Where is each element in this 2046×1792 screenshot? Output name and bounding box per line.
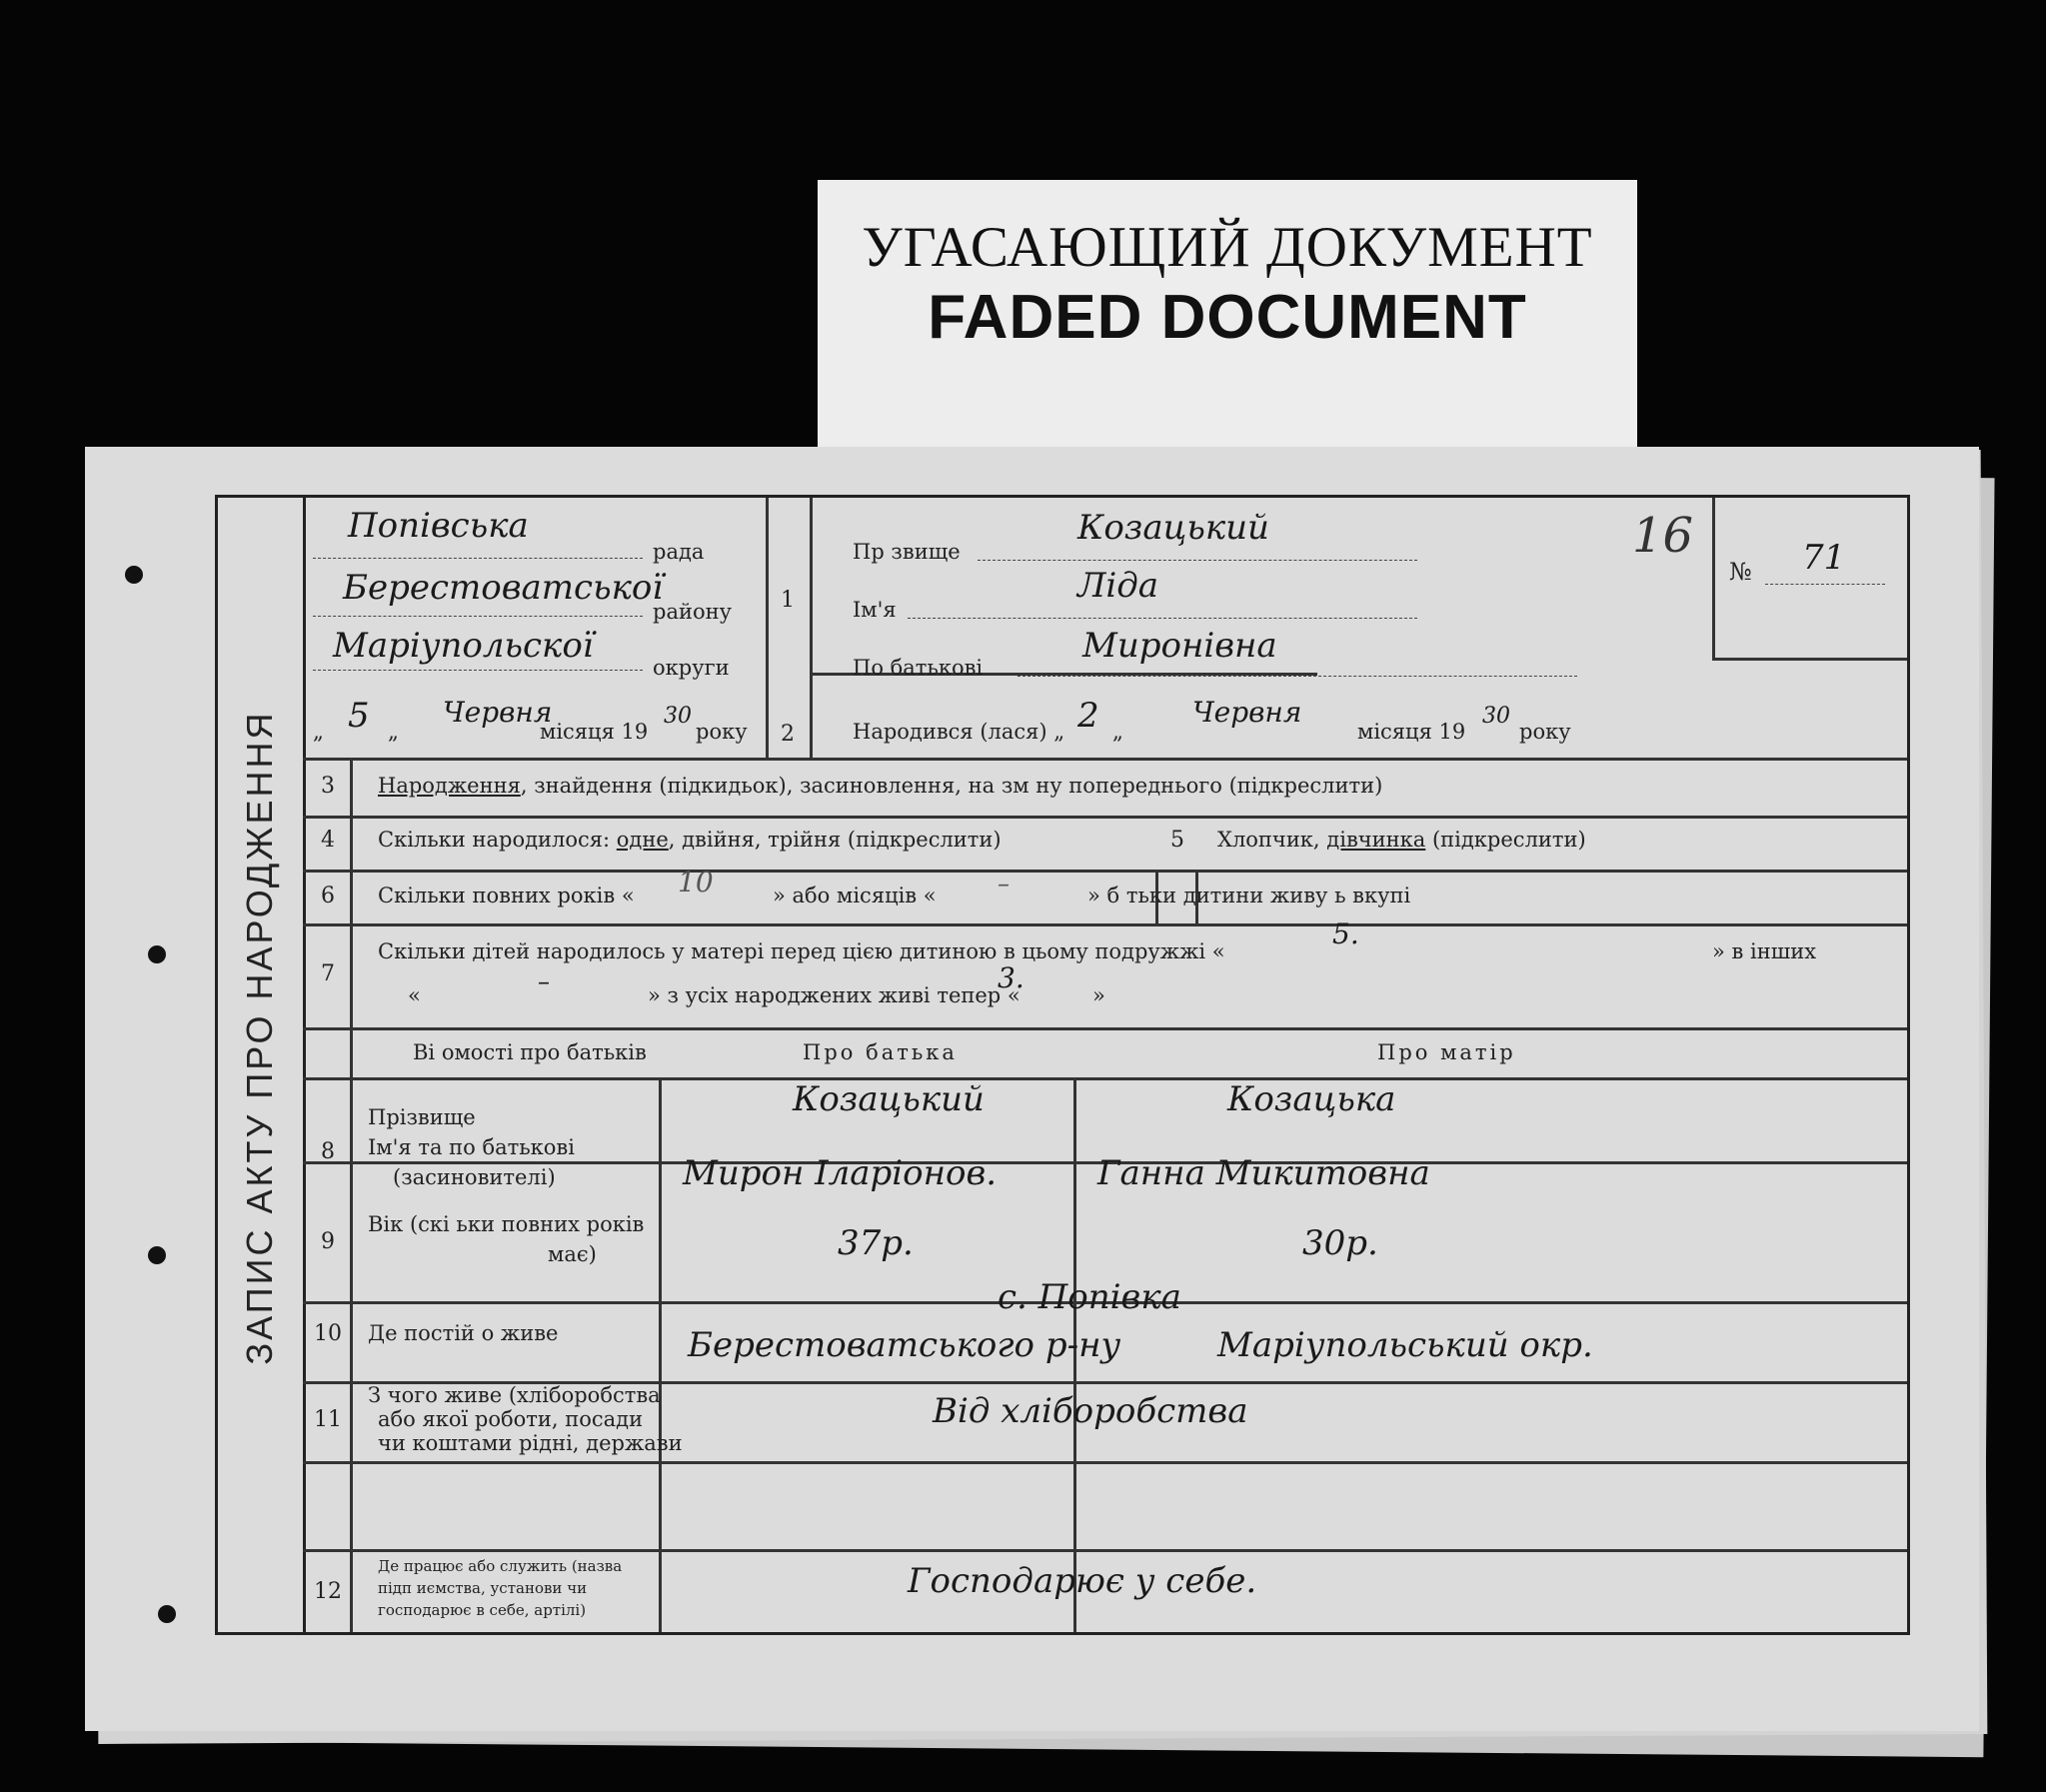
faded-document-label (818, 180, 1637, 450)
date-quote: „ (388, 720, 399, 744)
grid-line (303, 1461, 1907, 1464)
birth-day: 2 (1077, 696, 1099, 736)
registration-year: 30 (664, 704, 692, 729)
parents-together-b: » або місяців « (773, 884, 937, 907)
residence-okruha: Маріупольський окр. (1217, 1325, 1593, 1365)
grid-line (303, 758, 1907, 761)
mother-surname: Козацька (1227, 1079, 1396, 1119)
birth-record-form (215, 495, 1910, 1635)
children-before-line2c: » (1092, 983, 1105, 1007)
name-value: Ліда (1077, 566, 1159, 606)
birth-type-selected: Народження (378, 774, 521, 798)
punch-hole (158, 1605, 176, 1623)
born-label: Народився (лася) „ (853, 720, 1065, 744)
okruha-label: округи (653, 656, 730, 680)
row-number: 6 (321, 884, 335, 908)
grid-line (350, 758, 353, 1632)
birth-type-text (378, 774, 1382, 798)
fill-line (978, 560, 1417, 561)
row-number: 5 (1170, 828, 1184, 853)
row-number: 8 (321, 1139, 335, 1164)
children-before-line2a: « (408, 983, 421, 1007)
year-label: року (1519, 720, 1571, 744)
sex-text: Хлопчик, дівчинка (підкреслити) (1217, 828, 1586, 852)
surname-label: Пр звище (853, 540, 961, 564)
children-born-selected: одне (616, 828, 669, 852)
label-title-en: FADED DOCUMENT (928, 283, 1527, 352)
years-together-value: 10 (678, 866, 714, 898)
row-number: 12 (314, 1579, 342, 1604)
row12-label-1: Де працює або служить (назва (378, 1557, 623, 1575)
grid-line (303, 870, 1907, 873)
grid-line (766, 498, 769, 758)
workplace-value: Господарює у себе. (908, 1561, 1257, 1601)
row8-label-name: Ім'я та по батькові (368, 1135, 575, 1159)
father-surname: Козацький (793, 1079, 985, 1119)
parents-together-a: Скільки повних років « (378, 884, 635, 907)
registration-month: Червня (443, 696, 553, 729)
record-stamp: 16 (1632, 508, 1694, 564)
row9-label-age: Вік (скі ьки повних років (368, 1212, 645, 1236)
residence-village: с. Попівка (998, 1277, 1181, 1317)
fill-line (313, 616, 643, 617)
row-number: 2 (781, 722, 795, 747)
birth-record-sheet (85, 447, 1979, 1731)
children-before-line1: Скільки дітей народилось у матері перед цією дитиною в цьому подружжі « (378, 939, 1225, 963)
punch-hole (148, 1246, 166, 1264)
row-number: 10 (314, 1321, 342, 1346)
children-other-marriages-value: – (538, 967, 550, 995)
sex-selected: дівчинка (1326, 828, 1426, 852)
grid-line (303, 1027, 1907, 1030)
form-side-title: ЗАПИС АКТУ ПРО НАРОДЖЕННЯ (239, 710, 280, 1365)
row-number: 11 (314, 1407, 342, 1432)
row12-label-2: підп иємства, установи чи (378, 1579, 588, 1597)
grid-line (659, 1077, 662, 1632)
okruha-value: Маріупольскої (333, 626, 594, 666)
rayon-label: району (653, 600, 732, 624)
fill-line (313, 670, 643, 671)
label-title-ru: УГАСАЮЩИЙ ДОКУМЕНТ (862, 216, 1593, 279)
row8-label-surname: Прізвище (368, 1105, 476, 1129)
fill-line (908, 618, 1417, 619)
grid-line (1712, 498, 1715, 658)
fill-line (313, 558, 643, 559)
parents-together-c: » б тьки дитини живу ь вкупі (1087, 884, 1411, 907)
year-label: року (696, 720, 748, 744)
parents-info-header: Ві омості про батьків (413, 1040, 647, 1064)
row10-label: Де постій о живе (368, 1321, 559, 1345)
row-number: 4 (321, 828, 335, 853)
row11-label-1: З чого живе (хліборобства (368, 1383, 661, 1407)
grid-line (303, 923, 1907, 926)
birth-year: 30 (1482, 704, 1510, 729)
birth-type-options: , знайдення (підкидьок), засиновлення, на зм ну попереднього (підкреслити) (520, 774, 1383, 798)
record-number-value: 71 (1802, 538, 1846, 578)
livelihood-value: Від хліборобства (933, 1391, 1248, 1431)
patronymic-label: По батькові (853, 656, 984, 680)
rada-value: Попівська (348, 506, 529, 546)
row-number: 9 (321, 1229, 335, 1254)
row9-label-has: має) (548, 1242, 597, 1266)
birth-month: Червня (1192, 696, 1302, 729)
father-name: Мирон Іларіонов. (683, 1153, 998, 1193)
fill-line (1765, 584, 1885, 585)
grid-line (1712, 658, 1907, 661)
registration-day: 5 (348, 696, 370, 736)
residence-district: Берестоватського р-ну (688, 1325, 1121, 1365)
row12-label-3: господарює в себе, артілі) (378, 1601, 587, 1619)
months-together-value: – (998, 870, 1010, 897)
children-born-text: Скільки народилося: одне, двійня, трійня (підкреслити) (378, 828, 1002, 852)
rayon-value: Берестоватської (343, 568, 664, 608)
row11-label-3: чи коштами рідні, держави (378, 1431, 683, 1455)
grid-line (303, 816, 1907, 819)
date-quote: „ (313, 720, 324, 744)
name-label: Ім'я (853, 598, 897, 622)
mother-header: Про матір (1377, 1040, 1516, 1064)
children-living-value: 3. (998, 961, 1024, 994)
mother-name: Ганна Микитовна (1097, 1153, 1430, 1193)
record-number-label: № (1729, 558, 1752, 586)
punch-hole (148, 945, 166, 963)
children-this-marriage-value: 5. (1332, 917, 1359, 950)
month-label: місяця 19 (1357, 720, 1466, 744)
row-number: 3 (321, 774, 335, 799)
children-before-line1-end: » в інших (1712, 939, 1817, 963)
date-quote: „ (1112, 720, 1123, 744)
month-label: місяця 19 (540, 720, 649, 744)
row-number: 1 (781, 588, 795, 613)
grid-line (303, 1077, 1907, 1080)
grid-line (810, 498, 813, 758)
father-header: Про батька (803, 1040, 958, 1064)
rada-label: рада (653, 540, 705, 564)
punch-hole (125, 566, 143, 584)
patronymic-value: Миронівна (1082, 626, 1277, 666)
row8-label-adoptive: (засиновителі) (393, 1165, 556, 1189)
grid-line (303, 1549, 1907, 1552)
row11-label-2: або якої роботи, посади (378, 1407, 644, 1431)
mother-age: 30р. (1302, 1223, 1378, 1263)
fill-line (1018, 676, 1577, 677)
row-number: 7 (321, 961, 335, 986)
side-title-column (218, 498, 306, 1632)
father-age: 37р. (838, 1223, 914, 1263)
children-before-line2b: » з усіх народжених живі тепер « (648, 983, 1021, 1007)
surname-value: Козацький (1077, 508, 1269, 548)
